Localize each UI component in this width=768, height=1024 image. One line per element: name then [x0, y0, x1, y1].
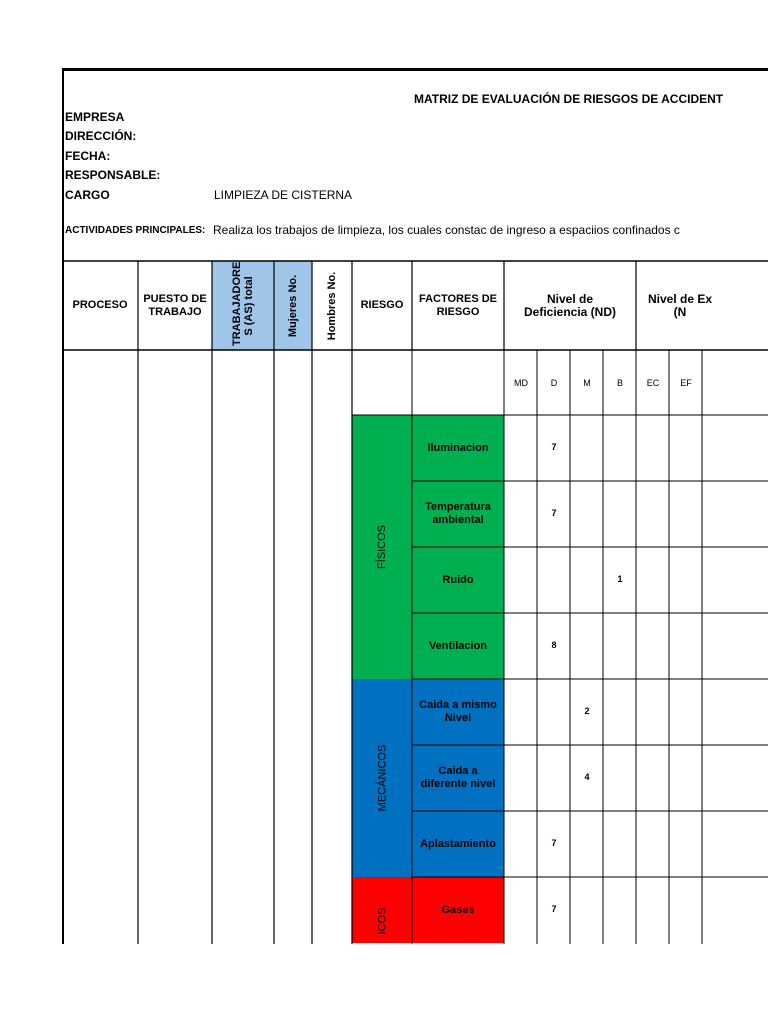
header-hombres	[312, 261, 352, 350]
category-label: FÍSICOS	[375, 524, 388, 570]
factor-cell	[412, 481, 504, 547]
factor-cell	[412, 613, 504, 679]
category-block	[352, 415, 412, 679]
factor-cell	[412, 679, 504, 745]
left-border	[62, 68, 64, 944]
factor-label: Iluminacion	[427, 441, 489, 454]
nd-value-m: 4	[584, 772, 590, 782]
nd-subheader-d: D	[550, 378, 558, 388]
header-nivel-deficiencia: Nivel de Deficiencia (ND)	[523, 291, 617, 319]
cargo-value: LIMPIEZA DE CISTERNA	[214, 188, 353, 202]
header-nivel-exposicion	[636, 261, 768, 350]
header-trabajadores-text: TRABAJADORE S (AS) total	[231, 261, 255, 346]
factor-label: Caida a mismo Nivel	[419, 699, 497, 724]
top-border	[62, 68, 768, 71]
cargo-label: CARGO	[65, 188, 110, 202]
factor-label: Caida a diferente nivel	[420, 765, 496, 790]
factor-label: Aplastamiento	[420, 837, 496, 850]
nd-subheader-m: M	[583, 378, 591, 388]
header-factores-riesgo: FACTORES DE RIESGO	[418, 292, 498, 318]
factor-cell	[412, 415, 504, 481]
category-block	[352, 877, 412, 943]
ne-subheader-ef: EF	[680, 378, 692, 388]
factor-label: Ruido	[442, 573, 474, 586]
header-nivel-exposicion-text: Nivel de Ex (N	[647, 291, 713, 319]
ne-subheader-ec: EC	[646, 378, 660, 388]
header-mujeres	[274, 261, 312, 350]
responsable-label: RESPONSABLE:	[65, 168, 161, 182]
factor-cell	[412, 547, 504, 613]
nd-value-b: 1	[617, 574, 623, 584]
factor-cell	[412, 811, 504, 877]
nd-value-d: 8	[551, 640, 557, 650]
factor-label: Gases	[441, 903, 475, 916]
nd-subheader-b: B	[616, 378, 623, 388]
nd-value-d: 7	[551, 442, 557, 452]
factor-label: Temperatura ambiental	[425, 501, 491, 526]
empresa-label: EMPRESA	[65, 110, 125, 124]
nd-subheader-md: MD	[514, 378, 528, 388]
category-block	[352, 679, 412, 877]
header-mujeres-text: Mujeres No.	[287, 274, 300, 337]
header-hombres-text: Hombres No.	[326, 271, 338, 340]
category-label: ICOS	[376, 907, 388, 935]
nd-value-d: 7	[551, 508, 557, 518]
nd-value-d: 7	[551, 904, 557, 914]
header-trabajadores	[212, 261, 274, 350]
header-proceso: PROCESO	[72, 299, 128, 311]
category-label: MECÁNICOS	[376, 744, 388, 812]
factor-cell	[412, 877, 504, 943]
nd-value-d: 7	[551, 838, 557, 848]
factor-label: Ventilacion	[428, 639, 488, 652]
factor-cell	[412, 745, 504, 811]
header-riesgo: RIESGO	[360, 299, 404, 311]
nd-value-m: 2	[584, 706, 590, 716]
fecha-label: FECHA:	[65, 149, 111, 163]
actividades-value: Realiza los trabajos de limpieza, los cuales constac de ingreso a espaciios confinados c	[213, 223, 680, 237]
actividades-label: ACTIVIDADES PRINCIPALES:	[65, 225, 206, 236]
page-title: MATRIZ DE EVALUACIÓN DE RIESGOS DE ACCIDENT	[414, 92, 724, 106]
direccion-label: DIRECCIÓN:	[65, 129, 137, 143]
header-puesto-trabajo: PUESTO DE TRABAJO	[143, 292, 207, 318]
